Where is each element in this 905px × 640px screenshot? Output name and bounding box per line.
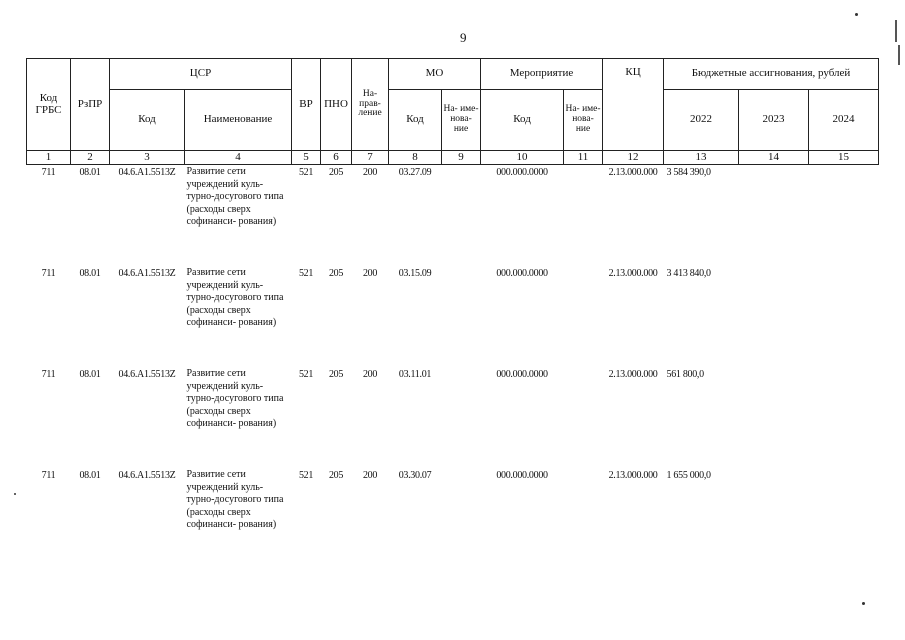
amount-2022-cell: 3 584 390,0 (666, 167, 711, 178)
column-number-row (27, 151, 879, 165)
rzpr-cell: 08.01 (79, 167, 101, 178)
amount-2024-cell (809, 266, 879, 367)
header-mer-name: На- име- нова- ние (564, 90, 603, 151)
table-row (27, 367, 879, 468)
scan-artifact (898, 45, 900, 65)
header-kod-grbs: Код ГРБС (27, 59, 71, 151)
column-number: 14 (739, 151, 809, 165)
header-rzpr: РзПР (71, 59, 110, 151)
header-csr-name: Наименование (185, 90, 292, 151)
column-number: 11 (564, 151, 603, 165)
amount-2023-cell (739, 468, 809, 569)
kc-cell: 2.13.000.000 (608, 369, 658, 380)
header-napravlenie: На- прав- ление (352, 59, 389, 151)
napravlenie-cell: 200 (362, 369, 378, 380)
mer-name-cell (564, 165, 603, 267)
header-mo: МО (389, 59, 481, 90)
mer-name-cell (564, 468, 603, 569)
header-budget: Бюджетные ассигнования, рублей (664, 59, 879, 90)
mo-kod-cell: 03.11.01 (398, 369, 432, 380)
grbs-cell: 711 (41, 268, 56, 279)
mer-kod-cell: 000.000.0000 (496, 470, 548, 481)
header-year-2023: 2023 (739, 90, 809, 151)
header-pno: ПНО (321, 59, 352, 151)
rzpr-cell: 08.01 (79, 369, 101, 380)
csr-name-cell: Развитие сети учреждений куль- турно-досугового типа (расходы сверх софинанси- рования) (186, 267, 284, 328)
vr-cell: 521 (298, 268, 314, 279)
mer-name-cell (564, 266, 603, 367)
header-kc: КЦ (603, 59, 664, 151)
column-number: 9 (442, 151, 481, 165)
vr-cell: 521 (298, 167, 314, 178)
pno-cell: 205 (328, 369, 344, 380)
mo-name-cell (442, 165, 481, 267)
csr-name-cell: Развитие сети учреждений куль- турно-досугового типа (расходы сверх софинанси- рования) (186, 166, 284, 227)
csr-kod-cell: 04.6.A1.5513Z (118, 470, 176, 481)
mo-name-cell (442, 266, 481, 367)
header-mer-kod: Код (481, 90, 564, 151)
csr-kod-cell: 04.6.A1.5513Z (118, 167, 176, 178)
amount-2022-cell: 1 655 000,0 (666, 470, 711, 481)
header-vr: ВР (292, 59, 321, 151)
pno-cell: 205 (328, 167, 344, 178)
grbs-cell: 711 (41, 470, 56, 481)
mo-kod-cell: 03.30.07 (398, 470, 432, 481)
amount-2023-cell (739, 266, 809, 367)
column-number: 2 (71, 151, 110, 165)
amount-2024-cell (809, 165, 879, 267)
column-number: 10 (481, 151, 564, 165)
napravlenie-cell: 200 (362, 167, 378, 178)
scan-artifact (895, 20, 897, 42)
amount-2023-cell (739, 367, 809, 468)
mo-name-cell (442, 367, 481, 468)
mo-kod-cell: 03.15.09 (398, 268, 432, 279)
kc-cell: 2.13.000.000 (608, 268, 658, 279)
kc-cell: 2.13.000.000 (608, 470, 658, 481)
csr-kod-cell: 04.6.A1.5513Z (118, 369, 176, 380)
column-number: 1 (27, 151, 71, 165)
column-number: 4 (185, 151, 292, 165)
napravlenie-cell: 200 (362, 470, 378, 481)
column-number: 7 (352, 151, 389, 165)
column-number: 15 (809, 151, 879, 165)
amount-2024-cell (809, 468, 879, 569)
pno-cell: 205 (328, 470, 344, 481)
amount-2023-cell (739, 165, 809, 267)
amount-2024-cell (809, 367, 879, 468)
budget-table (26, 58, 879, 569)
scan-artifact (862, 602, 865, 605)
table-row (27, 266, 879, 367)
amount-2022-cell: 561 800,0 (666, 369, 704, 380)
pno-cell: 205 (328, 268, 344, 279)
vr-cell: 521 (298, 470, 314, 481)
header-meropriyatie: Мероприятие (481, 59, 603, 90)
mo-kod-cell: 03.27.09 (398, 167, 432, 178)
header-mo-name: На- име- нова- ние (442, 90, 481, 151)
column-number: 13 (664, 151, 739, 165)
grbs-cell: 711 (41, 167, 56, 178)
vr-cell: 521 (298, 369, 314, 380)
table-row (27, 468, 879, 569)
mer-name-cell (564, 367, 603, 468)
rzpr-cell: 08.01 (79, 470, 101, 481)
column-number: 5 (292, 151, 321, 165)
page-number: 9 (460, 30, 467, 45)
column-number: 8 (389, 151, 442, 165)
header-year-2022: 2022 (664, 90, 739, 151)
scan-artifact (855, 13, 858, 16)
napravlenie-cell: 200 (362, 268, 378, 279)
rzpr-cell: 08.01 (79, 268, 101, 279)
column-number: 6 (321, 151, 352, 165)
header-csr-kod: Код (110, 90, 185, 151)
table-row (27, 165, 879, 267)
header-csr: ЦСР (110, 59, 292, 90)
mer-kod-cell: 000.000.0000 (496, 369, 548, 380)
column-number: 3 (110, 151, 185, 165)
kc-cell: 2.13.000.000 (608, 167, 658, 178)
mer-kod-cell: 000.000.0000 (496, 268, 548, 279)
mo-name-cell (442, 468, 481, 569)
csr-name-cell: Развитие сети учреждений куль- турно-досугового типа (расходы сверх софинанси- рования) (186, 368, 284, 429)
csr-name-cell: Развитие сети учреждений куль- турно-досугового типа (расходы сверх софинанси- рования) (186, 469, 284, 530)
header-mo-kod: Код (389, 90, 442, 151)
header-year-2024: 2024 (809, 90, 879, 151)
amount-2022-cell: 3 413 840,0 (666, 268, 711, 279)
column-number: 12 (603, 151, 664, 165)
grbs-cell: 711 (41, 369, 56, 380)
scan-artifact (14, 493, 16, 495)
mer-kod-cell: 000.000.0000 (496, 167, 548, 178)
csr-kod-cell: 04.6.A1.5513Z (118, 268, 176, 279)
